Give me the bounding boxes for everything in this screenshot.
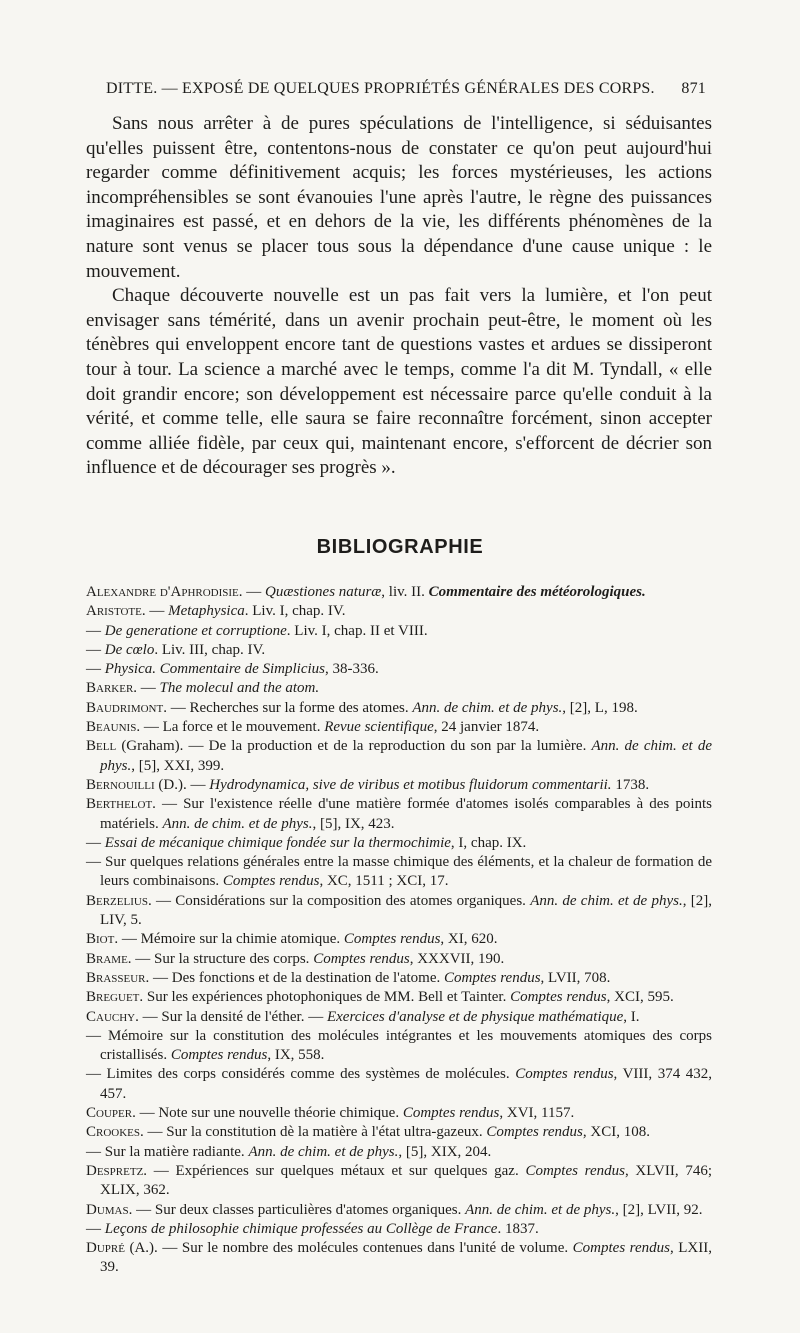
- entry-reference: , XXXVII, 190.: [409, 950, 505, 967]
- entry-source: Comptes rendus: [313, 950, 410, 967]
- entry-source: Quæstiones naturæ: [265, 584, 382, 600]
- entry-text: —: [145, 603, 169, 620]
- bibliography-entry: [86, 930, 712, 949]
- bibliography-list: [86, 583, 712, 1278]
- entry-text: — Note sur une nouvelle théorie chimique.: [135, 1105, 403, 1122]
- entry-text: —: [86, 641, 105, 658]
- entry-text: (A.). — Sur le nombre des molécules contenues dans l'unité de volume.: [124, 1240, 573, 1257]
- entry-author: Breguet.: [86, 989, 144, 1006]
- entry-source: Revue scientifique: [324, 719, 434, 736]
- entry-author: Berzelius.: [86, 892, 152, 909]
- bibliography-entry: [86, 737, 712, 776]
- entry-reference: , XVI, 1157.: [499, 1105, 575, 1122]
- bibliography-entry: [86, 622, 712, 641]
- entry-text: (D.). —: [154, 776, 210, 793]
- entry-source: Ann. de chim. et de phys.: [248, 1143, 399, 1160]
- entry-reference: . Liv. I, chap. IV.: [244, 603, 346, 620]
- entry-text: — Sur la densité de l'éther. —: [138, 1008, 327, 1025]
- bibliography-entry: [86, 1104, 712, 1123]
- entry-text: — Recherches sur la forme des atomes.: [166, 699, 413, 716]
- bibliography-heading: BIBLIOGRAPHIE: [316, 536, 484, 558]
- entry-reference: , [2], LVII, 92.: [615, 1201, 703, 1218]
- entry-reference: , XC, 1511 ; XCI, 17.: [319, 873, 449, 890]
- bibliography-entry: [86, 641, 712, 660]
- entry-author: Dumas.: [86, 1201, 133, 1218]
- bibliography-entry: [86, 795, 712, 834]
- entry-text: — La force et le mouvement.: [140, 719, 325, 736]
- entry-source: Hydrodynamica, sive de viribus et motibus fluidorum commentarii.: [209, 776, 612, 793]
- bibliography-entry: [86, 988, 712, 1007]
- entry-reference: 1738.: [611, 776, 650, 793]
- entry-source: Ann. de chim. et de phys.: [530, 892, 683, 909]
- entry-source: Comptes rendus: [515, 1066, 614, 1083]
- entry-author: Crookes.: [86, 1124, 144, 1141]
- paragraph: Chaque découverte nouvelle est un pas fait vers la lumière, et l'on peut envisager sans témérité, dans un avenir prochain peut-être, le moment où les ténèbres qui enveloppent encore tant de questions vastes et ardues se dissiperont tour à tour. La science a marché avec le temps, comme l'a dit M. Tyndall, « elle doit grandir encore; son développement est nécessaire parce qu'elle conduit à la vérité, et comme telle, elle saura se faire reconnaître forcément, sinon accepter comme alliée fidèle, par ceux qui, maintenant encore, s'efforcent de décrier son influence et de décourager ses progrès ».: [86, 285, 712, 479]
- bibliography-entry: [86, 660, 712, 679]
- entry-text: — Des fonctions et de la destination de l'atome.: [149, 969, 444, 986]
- running-header: [106, 80, 712, 98]
- bibliography-entry: [86, 834, 712, 853]
- entry-text: — Sur la structure des corps.: [131, 950, 314, 967]
- bibliography-entry: [86, 679, 712, 698]
- entry-source: Comptes rendus: [525, 1162, 625, 1179]
- paragraph: Sans nous arrêter à de pures spéculations de l'intelligence, si séduisantes qu'elles puissent être, contentons-nous de constater ce qu'on peut aujourd'hui regarder comme définitivement acquis; les forces mystérieuses, les actions incompréhensibles se sont évanouies l'une après l'autre, le règne des puissances imaginaires est passé, et en dehors de la vie, les différents phénomènes de la nature sont venus se placer tous sous la dépendance d'une cause unique : le mouvement.: [86, 113, 712, 282]
- entry-text: —: [242, 584, 266, 600]
- entry-reference: , [2], L, 198.: [562, 699, 638, 716]
- entry-source: Exercices d'analyse et de physique mathématique: [326, 1008, 624, 1025]
- entry-source: Essai de mécanique chimique fondée sur la thermochimie: [104, 834, 451, 851]
- entry-source: Comptes rendus: [486, 1124, 583, 1141]
- entry-author: Baudrimont.: [86, 699, 167, 716]
- entry-reference: , [5], IX, 423.: [312, 815, 395, 832]
- page-number: 871: [681, 80, 706, 97]
- bibliography-entry: [86, 853, 712, 892]
- bibliography-entry: [86, 1065, 712, 1104]
- bibliography-entry: [86, 602, 712, 621]
- entry-source: Comptes rendus: [572, 1240, 670, 1257]
- entry-text: — Mémoire sur la constitution des molécules intégrantes et les mouvements atomiques des corps cristallisés.: [86, 1027, 712, 1064]
- entry-reference: . 1837.: [497, 1220, 539, 1237]
- bibliography-entry: [86, 718, 712, 737]
- entry-author: Cauchy.: [86, 1008, 139, 1025]
- bibliography-entry: [86, 1008, 712, 1027]
- entry-text: — Expériences sur quelques métaux et sur quelques gaz.: [147, 1162, 526, 1179]
- entry-text: —: [86, 622, 105, 639]
- entry-source: Leçons de philosophie chimique professées au Collège de France: [104, 1220, 498, 1237]
- entry-author: Despretz.: [86, 1162, 148, 1179]
- bibliography-entry: [86, 969, 712, 988]
- entry-source: De cœlo: [104, 641, 155, 658]
- entry-source: Comptes rendus: [222, 873, 320, 890]
- entry-source: Ann. de chim. et de phys.: [162, 815, 313, 832]
- entry-text: — Sur la matière radiante.: [86, 1143, 249, 1160]
- entry-reference: , XCI, 595.: [606, 989, 674, 1006]
- entry-author: Dupré: [86, 1240, 125, 1257]
- entry-source: Ann. de chim. et de phys.: [465, 1201, 616, 1218]
- entry-author: Barker.: [86, 680, 138, 697]
- entry-reference: , IX, 558.: [267, 1047, 325, 1064]
- entry-title: Commentaire des météorologiques.: [428, 584, 646, 600]
- entry-text: — Considérations sur la composition des atomes organiques.: [151, 892, 531, 909]
- entry-text: — Sur quelques relations générales entre la masse chimique des éléments, et la chaleur de formation de leurs combinaisons.: [86, 854, 712, 890]
- entry-source: Ann. de chim. et de phys.: [412, 699, 563, 716]
- entry-text: Sur les expériences photophoniques de MM. Bell et Tainter.: [143, 989, 511, 1006]
- entry-source: Ann. de chim. et de phys.: [100, 738, 712, 774]
- entry-author: Beaunis.: [86, 719, 141, 736]
- bibliography-entry: [86, 1162, 712, 1201]
- entry-author: Biot.: [86, 931, 119, 948]
- bibliography-entry: [86, 1220, 712, 1239]
- entry-text: — Limites des corps considérés comme des systèmes de molécules.: [86, 1066, 516, 1083]
- entry-text: —: [86, 1220, 105, 1237]
- entry-reference: , 24 janvier 1874.: [433, 719, 540, 736]
- entry-reference: , [2], LIV, 5.: [100, 892, 712, 929]
- entry-text: — Sur la constitution dè la matière à l'état ultra-gazeux.: [143, 1124, 487, 1141]
- entry-author: Brame.: [86, 950, 132, 967]
- entry-text: —: [86, 661, 105, 678]
- entry-reference: , [5], XIX, 204.: [398, 1143, 492, 1160]
- entry-text: — Mémoire sur la chimie atomique.: [118, 931, 344, 948]
- entry-reference: , liv. II.: [381, 584, 429, 600]
- entry-source: Physica. Commentaire de Simplicius: [104, 661, 325, 678]
- entry-reference: . Liv. III, chap. IV.: [154, 641, 266, 658]
- entry-author: Couper.: [86, 1105, 136, 1122]
- entry-reference: , 38-336.: [325, 661, 379, 678]
- bibliography-entry: [86, 776, 712, 795]
- entry-reference: , XCI, 108.: [582, 1124, 650, 1141]
- entry-source: The molecul and the atom.: [159, 680, 320, 697]
- entry-author: Bell: [86, 738, 117, 755]
- entry-author: Alexandre d'Aphrodisie.: [86, 584, 243, 600]
- bibliography-entry: [86, 583, 712, 602]
- bibliography-entry: [86, 950, 712, 969]
- entry-reference: . Liv. I, chap. II et VIII.: [286, 622, 428, 639]
- bibliography-entry: [86, 699, 712, 718]
- entry-author: Brasseur.: [86, 969, 150, 986]
- entry-text: —: [137, 680, 160, 697]
- body-text: [86, 112, 712, 481]
- bibliography-entry: [86, 892, 712, 931]
- bibliography-entry: [86, 1123, 712, 1142]
- entry-text: — Sur l'existence réelle d'une matière formée d'atomes isolés comparables à des points matériels.: [100, 796, 712, 832]
- entry-reference: , LVII, 708.: [540, 969, 611, 986]
- entry-reference: , LXII, 39.: [100, 1240, 712, 1276]
- bibliography-entry: [86, 1239, 712, 1278]
- entry-reference: , I.: [623, 1008, 640, 1025]
- bibliography-entry: [86, 1201, 712, 1220]
- entry-text: — Sur deux classes particulières d'atomes organiques.: [132, 1201, 466, 1218]
- entry-source: Comptes rendus: [510, 989, 607, 1006]
- entry-author: Bernouilli: [86, 776, 155, 793]
- entry-text: (Graham). — De la production et de la reproduction du son par la lumière.: [116, 738, 592, 755]
- entry-source: Comptes rendus: [170, 1047, 268, 1064]
- entry-reference: , [5], XXI, 399.: [131, 757, 225, 774]
- entry-reference: , XLVII, 746; XLIX, 362.: [100, 1162, 713, 1199]
- entry-reference: , I, chap. IX.: [450, 834, 527, 851]
- entry-author: Aristote.: [86, 603, 146, 620]
- entry-reference: , XI, 620.: [440, 931, 498, 948]
- entry-author: Berthelot.: [86, 796, 156, 813]
- entry-source: Metaphysica: [168, 603, 245, 620]
- entry-source: De generatione et corruptione: [104, 622, 287, 639]
- bibliography-entry: [86, 1143, 712, 1162]
- entry-text: —: [86, 834, 105, 851]
- bibliography-entry: [86, 1027, 712, 1066]
- entry-source: Comptes rendus: [402, 1105, 500, 1122]
- entry-reference: , VIII, 374 432, 457.: [100, 1066, 713, 1102]
- entry-source: Comptes rendus: [444, 969, 541, 986]
- entry-source: Comptes rendus: [343, 931, 441, 948]
- running-title: DITTE. — EXPOSÉ DE QUELQUES PROPRIÉTÉS GÉNÉRALES DES CORPS.: [106, 80, 655, 97]
